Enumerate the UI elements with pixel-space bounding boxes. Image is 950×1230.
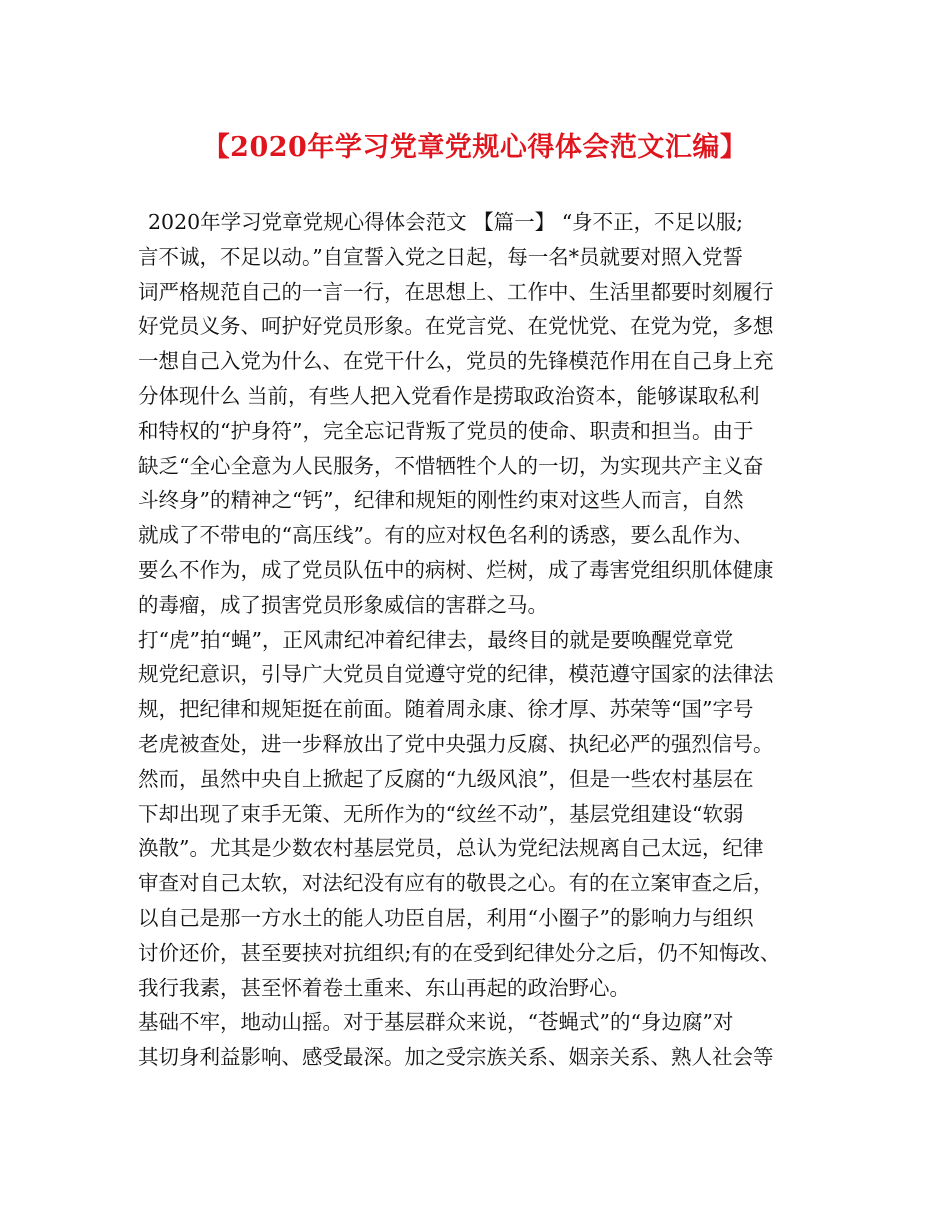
- text-line: 斗终身”的精神之“钙”，纪律和规矩的刚性约束对这些人而言，自然: [138, 488, 744, 513]
- text-line: 好党员义务、呵护好党员形象。在党言党、在党忧党、在党为党，多想: [138, 314, 774, 339]
- text-line: 2020年学习党章党规心得体会范文 【篇一】 “身不正，不足以服;: [148, 210, 744, 234]
- text-line: 审查对自己太软，对法纪没有应有的敬畏之心。有的在立案审查之后，: [138, 871, 774, 896]
- text-line: 讨价还价，甚至要挟对抗组织;有的在受到纪律处分之后，仍不知悔改、: [138, 940, 781, 965]
- text-line: 以自己是那一方水土的能人功臣自居，利用“小圈子”的影响力与组织: [138, 905, 754, 930]
- text-line: 我行我素，甚至怀着卷土重来、东山再起的政治野心。: [138, 975, 630, 1000]
- text-line: 言不诚，不足以动。”自宣誓入党之日起，每一名*员就要对照入党誓: [138, 244, 743, 269]
- text-line: 老虎被查处，进一步释放出了党中央强力反腐、执纪必严的强烈信号。: [138, 731, 774, 756]
- text-line: 规，把纪律和规矩挺在前面。随着周永康、徐才厚、苏荣等“国”字号: [138, 697, 754, 722]
- text-line: 然而，虽然中央自上掀起了反腐的“九级风浪”，但是一些农村基层在: [138, 766, 754, 791]
- text-line: 词严格规范自己的一言一行，在思想上、工作中、生活里都要时刻履行: [138, 279, 774, 304]
- document-title: 【2020年学习党章党规心得体会范文汇编】: [202, 132, 748, 163]
- text-line: 就成了不带电的“高压线”。有的应对权色名利的诱惑，要么乱作为、: [138, 523, 754, 548]
- text-line: 的毒瘤，成了损害党员形象威信的害群之马。: [138, 592, 548, 617]
- text-line: 其切身利益影响、感受最深。加之受宗族关系、姻亲关系、熟人社会等: [138, 1045, 774, 1070]
- text-line: 打“虎”拍“蝇”，正风肃纪冲着纪律去，最终目的就是要唤醒党章党: [138, 627, 734, 652]
- text-line: 缺乏“全心全意为人民服务，不惜牺牲个人的一切，为实现共产主义奋: [138, 453, 764, 478]
- document-body: [138, 205, 828, 1075]
- text-line: 下却出现了束手无策、无所作为的“纹丝不动”，基层党组建设“软弱: [138, 801, 744, 826]
- text-line: 涣散”。尤其是少数农村基层党员，总认为党纪法规离自己太远，纪律: [138, 836, 764, 861]
- text-line: 一想自己入党为什么、在党干什么，党员的先锋模范作用在自己身上充: [138, 349, 774, 374]
- text-line: 要么不作为，成了党员队伍中的病树、烂树，成了毒害党组织肌体健康: [138, 557, 774, 582]
- text-line: 分体现什么 当前，有些人把入党看作是捞取政治资本，能够谋取私利: [138, 383, 760, 408]
- text-line: 规党纪意识，引导广大党员自觉遵守党的纪律，模范遵守国家的法律法: [138, 662, 774, 687]
- text-line: 和特权的“护身符”，完全忘记背叛了党员的使命、职责和担当。由于: [138, 418, 754, 443]
- text-line: 基础不牢，地动山摇。对于基层群众来说，“苍蝇式”的“身边腐”对: [138, 1010, 734, 1035]
